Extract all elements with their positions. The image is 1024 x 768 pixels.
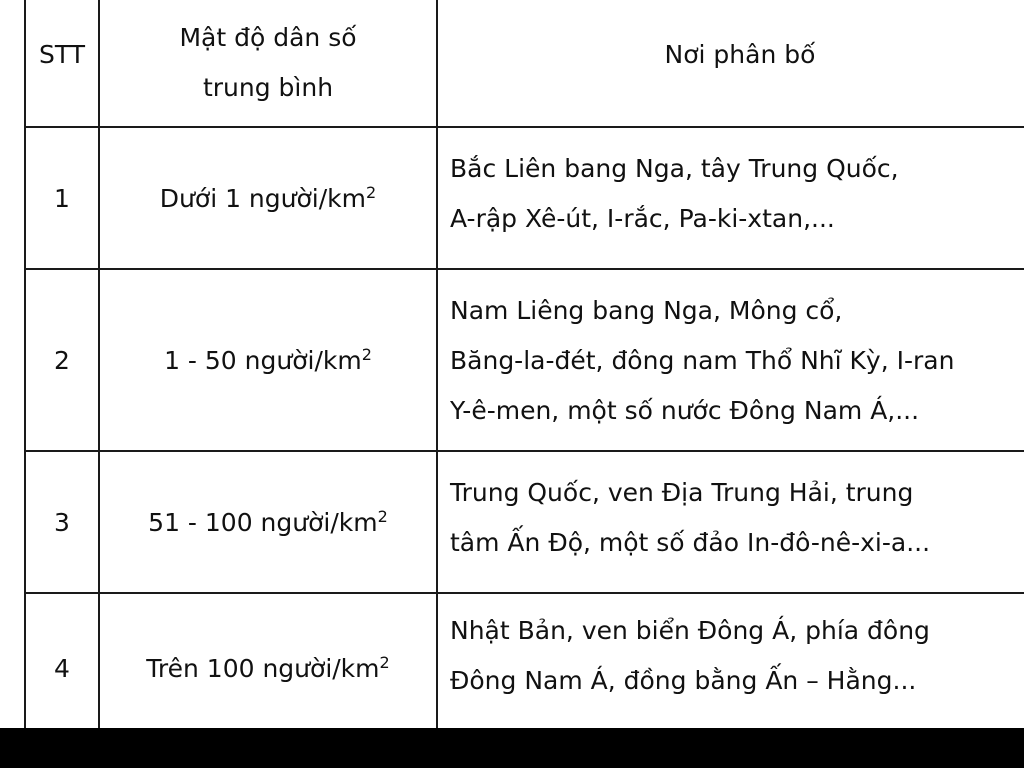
region-line: Trung Quốc, ven Địa Trung Hải, trung	[450, 478, 914, 507]
region-line: Nam Liêng bang Nga, Mông cổ,	[450, 296, 843, 325]
region-line: Y-ê-men, một số nước Đông Nam Á,...	[450, 396, 920, 425]
region-line: Nhật Bản, ven biển Đông Á, phía đông	[450, 616, 930, 645]
table-row	[25, 451, 1024, 593]
density-value: 1 - 50 người/km	[164, 345, 362, 375]
cell-stt: 1	[25, 127, 99, 269]
density-unit-exponent: 2	[366, 182, 377, 202]
density-value: Trên 100 người/km	[146, 653, 380, 683]
cell-density	[99, 593, 437, 728]
density-unit-exponent: 2	[379, 652, 390, 672]
cell-region	[437, 127, 1024, 269]
header-stt: STT	[25, 0, 99, 127]
density-unit-exponent: 2	[377, 506, 388, 526]
table-header-row	[25, 0, 1024, 127]
table-row	[25, 593, 1024, 728]
cell-region	[437, 451, 1024, 593]
region-line: Bắc Liên bang Nga, tây Trung Quốc,	[450, 154, 899, 183]
bottom-black-bar	[0, 728, 1024, 768]
header-density-line-1: Mật độ dân số	[179, 23, 357, 52]
density-unit-exponent: 2	[361, 344, 372, 364]
region-line: A-rập Xê-út, I-rắc, Pa-ki-xtan,...	[450, 204, 835, 233]
region-line: Đông Nam Á, đồng bằng Ấn – Hằng...	[450, 666, 917, 695]
cell-density	[99, 127, 437, 269]
cell-density	[99, 269, 437, 451]
cell-stt: 3	[25, 451, 99, 593]
table-row	[25, 269, 1024, 451]
header-density-line-2: trung bình	[202, 73, 334, 102]
cell-stt: 2	[25, 269, 99, 451]
region-line: tâm Ấn Độ, một số đảo In-đô-nê-xi-a...	[450, 528, 931, 557]
cell-region	[437, 269, 1024, 451]
region-line: Băng-la-đét, đông nam Thổ Nhĩ Kỳ, I-ran	[450, 346, 955, 375]
population-density-table	[24, 0, 1024, 728]
header-region: Nơi phân bố	[437, 0, 1024, 127]
cell-region	[437, 593, 1024, 728]
density-value: Dưới 1 người/km	[159, 183, 366, 213]
density-value: 51 - 100 người/km	[148, 507, 378, 537]
header-density	[99, 0, 437, 127]
table-row	[25, 127, 1024, 269]
cell-stt: 4	[25, 593, 99, 728]
cell-density	[99, 451, 437, 593]
